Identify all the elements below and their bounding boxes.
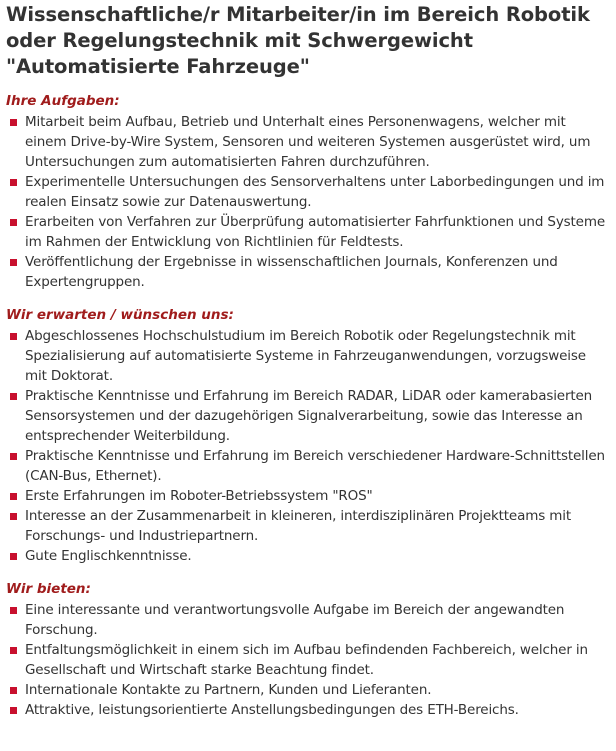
list-item: Praktische Kenntnisse und Erfahrung im Bereich verschiedener Hardware-Schnittstellen (CAN-Bus, Ethernet). [6,446,610,486]
square-bullet-icon [10,607,17,614]
section-heading-tasks: Ihre Aufgaben: [6,93,120,109]
square-bullet-icon [10,219,17,226]
list-item: Internationale Kontakte zu Partnern, Kunden und Lieferanten. [6,680,610,700]
job-title: Wissenschaftliche/r Mitarbeiter/in im Bereich Robotik oder Regelungstechnik mit Schwergewicht "Automatisierte Fahrzeuge" [6,3,590,78]
list-item: Praktische Kenntnisse und Erfahrung im Bereich RADAR, LiDAR oder kamerabasierten Sensorsystemen und der dazugehörigen Signalverarbeitung, sowie das Interesse an entsprechender Weiterbildung. [6,386,610,446]
section-offer [6,580,610,720]
list-item: Entfaltungsmöglichkeit in einem sich im Aufbau befindenden Fachbereich, welcher in Gesellschaft und Wirtschaft starke Beachtung findet. [6,640,610,680]
offer-list [6,600,610,720]
square-bullet-icon [10,493,17,500]
list-item: Interesse an der Zusammenarbeit in kleineren, interdisziplinären Projektteams mit Forschungs- und Industriepartnern. [6,506,610,546]
list-item: Erarbeiten von Verfahren zur Überprüfung automatisierter Fahrfunktionen und Systeme im Rahmen der Entwicklung von Richtlinien für Feldtests. [6,212,610,252]
square-bullet-icon [10,259,17,266]
square-bullet-icon [10,453,17,460]
square-bullet-icon [10,687,17,694]
list-item: Experimentelle Untersuchungen des Sensorverhaltens unter Laborbedingungen und im realen Einsatz sowie zur Datenauswertung. [6,172,610,212]
section-heading-offer: Wir bieten: [6,581,91,597]
square-bullet-icon [10,707,17,714]
section-tasks [6,92,610,292]
section-heading-requirements: Wir erwarten / wünschen uns: [6,307,234,323]
list-item: Gute Englischkenntnisse. [6,546,610,566]
list-item: Veröffentlichung der Ergebnisse in wissenschaftlichen Journals, Konferenzen und Expertengruppen. [6,252,610,292]
square-bullet-icon [10,513,17,520]
requirements-list [6,326,610,566]
list-item: Mitarbeit beim Aufbau, Betrieb und Unterhalt eines Personenwagens, welcher mit einem Drive-by-Wire System, Sensoren und weiteren Systemen ausgerüstet wird, um Untersuchungen zum automatisierten Fahren durchzuführen. [6,112,610,172]
tasks-list [6,112,610,292]
list-item: Eine interessante und verantwortungsvolle Aufgabe im Bereich der angewandten Forschung. [6,600,610,640]
square-bullet-icon [10,333,17,340]
list-item: Erste Erfahrungen im Roboter-Betriebssystem "ROS" [6,486,610,506]
section-requirements [6,306,610,566]
square-bullet-icon [10,119,17,126]
list-item: Abgeschlossenes Hochschulstudium im Bereich Robotik oder Regelungstechnik mit Spezialisierung auf automatisierte Systeme in Fahrzeuganwendungen, vorzugsweise mit Doktorat. [6,326,610,386]
square-bullet-icon [10,647,17,654]
square-bullet-icon [10,393,17,400]
square-bullet-icon [10,553,17,560]
list-item: Attraktive, leistungsorientierte Anstellungsbedingungen des ETH-Bereichs. [6,700,610,720]
square-bullet-icon [10,179,17,186]
